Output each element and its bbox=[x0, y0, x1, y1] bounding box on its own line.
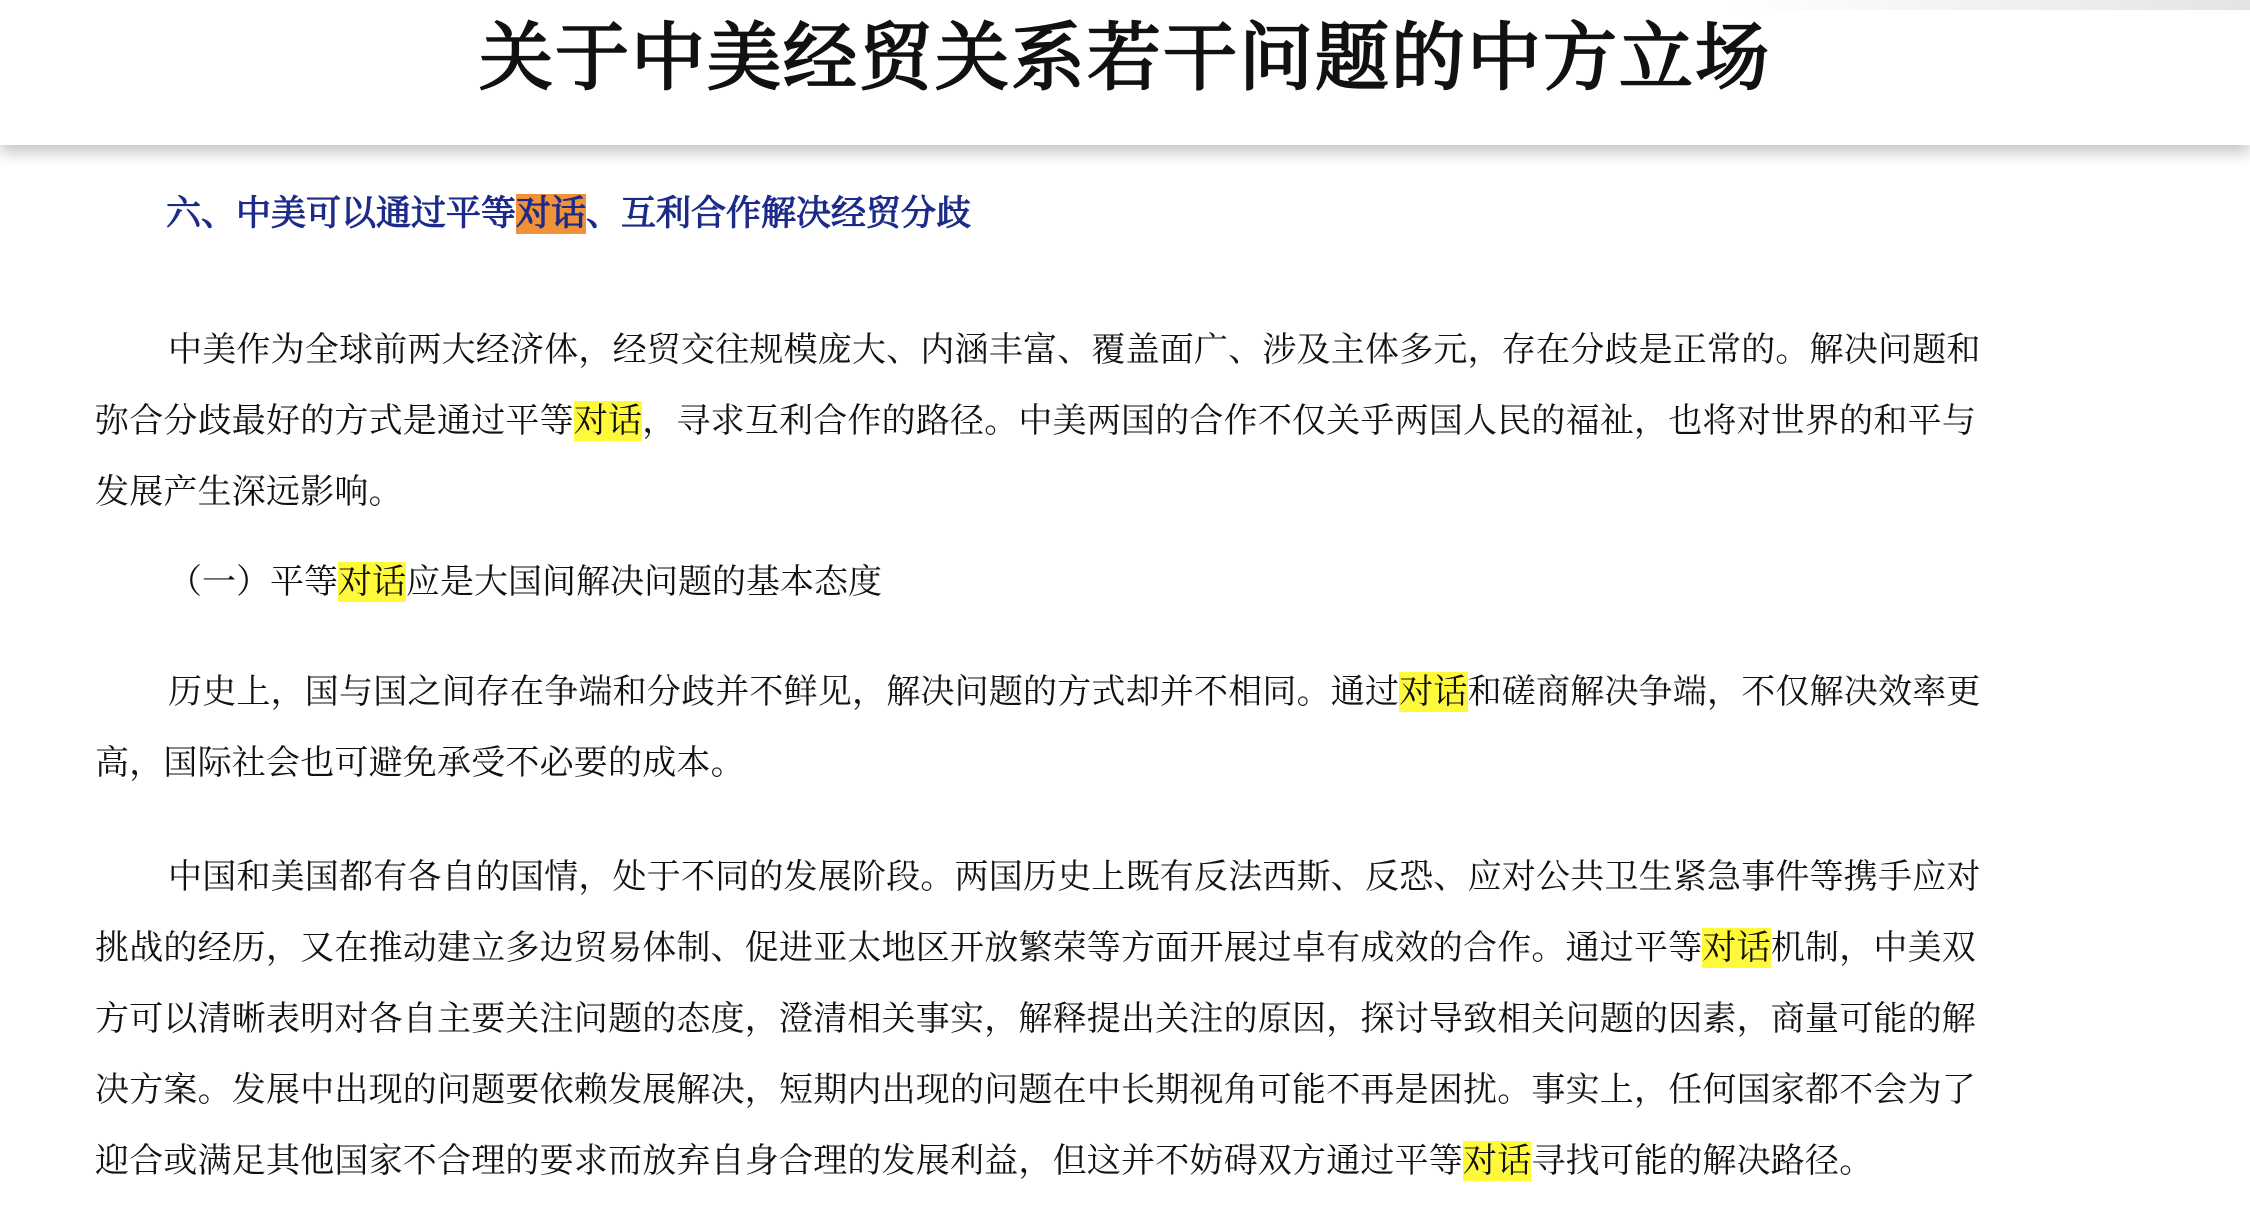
text-run: 弥合分歧最好的方式是通过平等 bbox=[95, 401, 574, 441]
paragraph-line bbox=[95, 386, 2095, 457]
paragraph-line: 方可以清晰表明对各自主要关注问题的态度，澄清相关事实，解释提出关注的原因，探讨导致相关问题的因素，商量可能的解 bbox=[95, 999, 1976, 1039]
paragraph-line bbox=[95, 913, 2095, 984]
document-body[interactable] bbox=[0, 145, 2250, 1228]
text-run: 应是大国间解决问题的基本态度 bbox=[406, 562, 882, 602]
text-run: ，寻求互利合作的路径。中美两国的合作不仅关乎两国人民的福祉，也将对世界的和平与 bbox=[642, 401, 1977, 441]
paragraph-1 bbox=[95, 315, 2095, 528]
text-run: 和磋商解决争端，不仅解决效率更 bbox=[1467, 672, 1981, 712]
search-match: 对话 bbox=[338, 562, 406, 602]
text-run: 机制，中美双 bbox=[1770, 928, 1977, 968]
text-run: 历史上，国与国之间存在争端和分歧并不鲜见，解决问题的方式却并不相同。通过 bbox=[168, 672, 1400, 712]
text-run: 寻找可能的解决路径。 bbox=[1531, 1141, 1874, 1181]
paragraph-line: 高，国际社会也可避免承受不必要的成本。 bbox=[95, 743, 745, 783]
paragraph-line: 发展产生深远影响。 bbox=[95, 472, 403, 512]
paragraph-line: 中美作为全球前两大经济体，经贸交往规模庞大、内涵丰富、覆盖面广、涉及主体多元，存在分歧是正常的。解决问题和 bbox=[168, 330, 1981, 370]
search-match: 对话 bbox=[1463, 1141, 1532, 1181]
paragraph-line: 中国和美国都有各自的国情，处于不同的发展阶段。两国历史上既有反法西斯、反恐、应对公共卫生紧急事件等携手应对 bbox=[168, 857, 1981, 897]
text-run: 迎合或满足其他国家不合理的要求而放弃自身合理的发展利益，但这并不妨碍双方通过平等 bbox=[95, 1141, 1463, 1181]
section-heading-text: 、互利合作解决经贸分歧 bbox=[586, 194, 972, 234]
search-match: 对话 bbox=[1399, 672, 1468, 712]
paragraph-line bbox=[95, 1126, 2095, 1197]
page-title: 关于中美经贸关系若干问题的中方立场 bbox=[479, 15, 1771, 101]
paragraph-line: 决方案。发展中出现的问题要依赖发展解决，短期内出现的问题在中长期视角可能不再是困扰。事实上，任何国家都不会为了 bbox=[95, 1070, 1976, 1110]
text-run: 挑战的经历，又在推动建立多边贸易体制、促进亚太地区开放繁荣等方面开展过卓有成效的合作。通过平等 bbox=[95, 928, 1703, 968]
paragraph-line bbox=[95, 657, 2095, 728]
paragraph-2 bbox=[95, 657, 2095, 799]
text-run: （一）平等 bbox=[168, 562, 338, 602]
search-match: 对话 bbox=[1702, 928, 1771, 968]
subheading bbox=[168, 553, 882, 611]
search-match: 对话 bbox=[573, 401, 643, 441]
section-heading bbox=[166, 185, 971, 243]
section-heading-text: 六、中美可以通过平等 bbox=[166, 194, 517, 234]
document-header bbox=[0, 0, 2250, 145]
search-match-current: 对话 bbox=[516, 194, 587, 234]
paragraph-3 bbox=[95, 842, 2095, 1197]
